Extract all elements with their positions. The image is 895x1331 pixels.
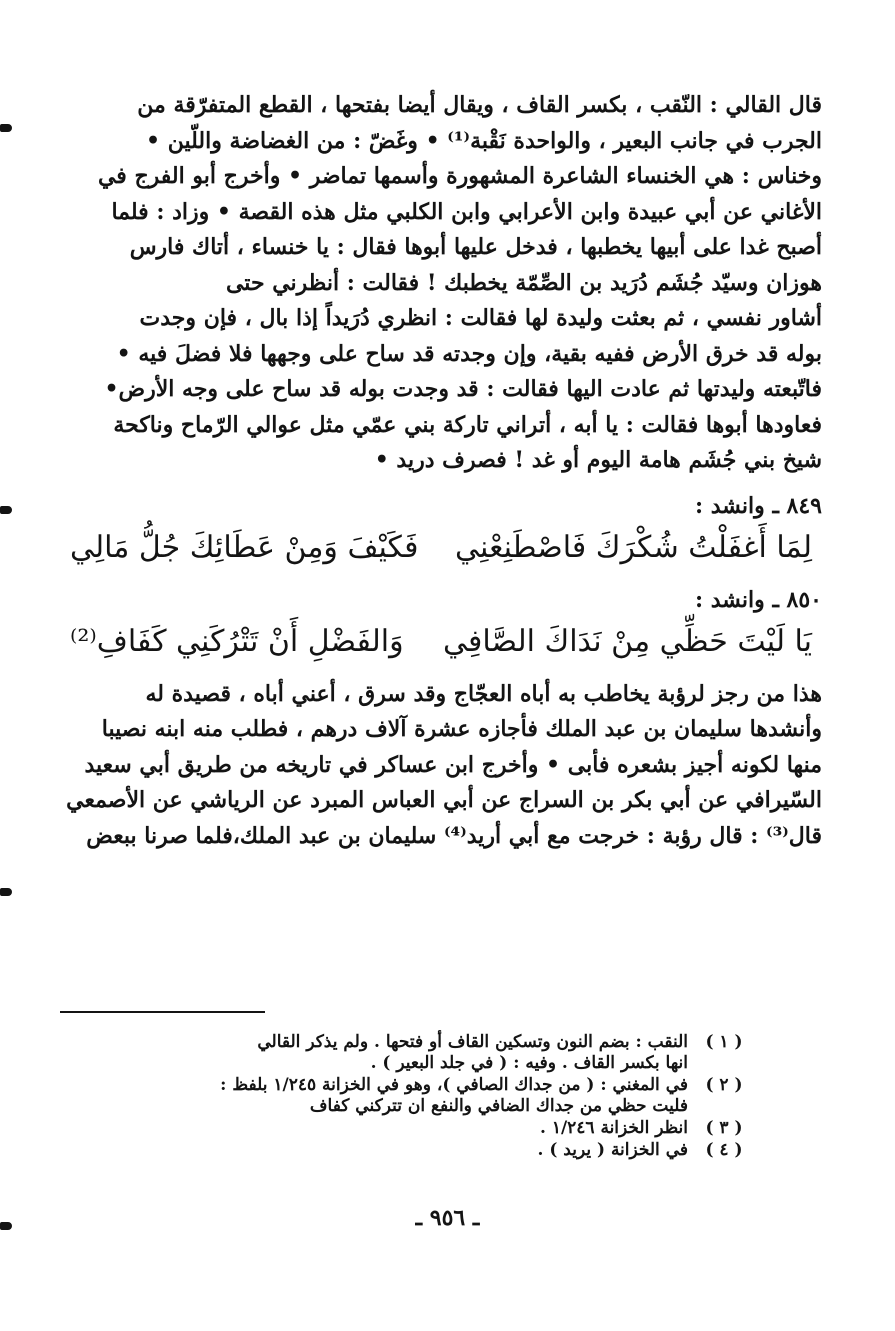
footnote: [60, 1075, 760, 1117]
text-line: أشاور نفسي ، ثم بعثت وليدة لها فقالت : انظري دُرَيداً إذا بال ، فإن وجدت: [139, 305, 822, 331]
text-line: فاتّبعته وليدتها ثم عادت اليها فقالت : قد وجدت بوله قد ساح على وجه الأرض•: [104, 376, 822, 402]
page-number: ـ ٩٥٦ ـ: [415, 1205, 480, 1231]
text-line: هذا من رجز لرؤبة يخاطب به أباه العجّاج وقد سرق ، أعني أباه ، قصيدة له: [145, 680, 822, 707]
footnote: [60, 1032, 760, 1074]
binding-mark: [0, 506, 12, 514]
verse-849-second-hemistich: فَكَيْفَ وَمِنْ عَطَائِكَ جُلُّ مَالِي: [70, 529, 419, 565]
main-paragraph: [60, 88, 822, 479]
text-line: شيخ بني جُشَم هامة اليوم أو غد ! فصرف دريد •: [374, 447, 822, 473]
commentary-paragraph: [60, 677, 822, 855]
footnote-line: انها بكسر القاف . وفيه : ( في جلد البعير ) .: [370, 1053, 688, 1073]
verse-850: [60, 617, 822, 667]
footnote-text: [60, 1075, 688, 1117]
verse-850-first-hemistich: يَا لَيْتَ حَظِّي مِنْ نَدَاكَ الصَّافِي: [442, 623, 812, 659]
footnote-number: ( ١ ): [705, 1032, 743, 1052]
footnote-text: [60, 1032, 688, 1074]
poem-heading-850: ٨٥٠ ـ وانشد :: [694, 586, 822, 613]
poem-heading-849: ٨٤٩ ـ وانشد :: [694, 492, 822, 519]
footnote-text: [60, 1140, 688, 1161]
binding-mark: [0, 124, 12, 132]
text-line: أصبح غدا على أبيها يخطبها ، فدخل عليها أبوها فقال : يا خنساء ، أتاك فارس: [129, 234, 822, 260]
footnote-line: في الخزانة ( يريد ) .: [537, 1140, 688, 1160]
text-line: السّيرافي عن أبي بكر بن السراج عن أبي العباس المبرد عن الرياشي عن الأصمعي: [66, 787, 822, 813]
text-line: منها لكونه أجيز بشعره فأبى • وأخرج ابن عساكر في تاريخه من طريق أبي سعيد: [84, 751, 822, 778]
footnote: [60, 1140, 760, 1161]
footnote-line: النقب : بضم النون وتسكين القاف أو فتحها . ولم يذكر القالي: [257, 1032, 688, 1052]
footnote-line: انظر الخزانة ١/٢٤٦ .: [539, 1118, 688, 1138]
text-line: وخناس : هي الخنساء الشاعرة المشهورة وأسمها تماضر • وأخرج أبو الفرج في: [97, 163, 822, 189]
text-line: وأنشدها سليمان بن عبد الملك فأجازه عشرة آلاف درهم ، فطلب منه ابنه نصيبا: [101, 716, 822, 742]
footnote-line: في المغني : ( من جداك الصافي )، وهو في الخزانة ١/٢٤٥ بلفظ :: [220, 1075, 688, 1095]
verse-849-first-hemistich: لِمَا أَغفَلْتُ شُكْرَكَ فَاصْطَنِعْنِي: [455, 529, 812, 565]
footnote-number: ( ٢ ): [705, 1075, 743, 1095]
text-line: الأغاني عن أبي عبيدة وابن الأعرابي وابن الكلبي مثل هذه القصة • وزاد : فلما: [111, 198, 822, 225]
text-line: الجرب في جانب البعير ، والواحدة نَقْبة⁽¹⁾ • وغَضّ : من الغضاضة واللّين •: [146, 127, 822, 154]
text-line: قال القالي : النّقب ، بكسر القاف ، ويقال أيضا بفتحها ، القطع المتفرّقة من: [137, 92, 822, 118]
text-line: هوزان وسيّد جُشَم دُرَيد بن الصِّمّة يخطبك ! فقالت : أنظرني حتى: [225, 269, 822, 296]
footnote-text: [60, 1118, 688, 1139]
text-line: قال⁽³⁾ : قال رؤبة : خرجت مع أبي أريد⁽⁴⁾ سليمان بن عبد الملك،فلما صرنا ببعض: [86, 822, 822, 849]
text-line: فعاودها أبوها فقالت : يا أبه ، أتراني تاركة بني عمّي مثل عوالي الرّماح وناكحة: [113, 411, 822, 438]
footnote: [60, 1118, 760, 1139]
verse-849: [60, 523, 822, 573]
footnote-divider: [60, 1011, 265, 1013]
footnotes: [60, 1032, 760, 1162]
verse-850-second-hemistich: وَالفَضْلِ أَنْ تَتْرُكَنِي كَفَافِ⁽²⁾: [70, 623, 404, 659]
text-line: بوله قد خرق الأرض ففيه بقية، وإن وجدته قد ساح على وجهها فلا فضلَ فيه •: [116, 340, 822, 367]
footnote-number: ( ٣ ): [705, 1118, 743, 1138]
footnote-line: فليت حظي من جداك الضافي والنفع ان تتركني كفاف: [309, 1096, 688, 1116]
footnote-number: ( ٤ ): [705, 1140, 743, 1160]
binding-mark: [0, 888, 12, 896]
binding-mark: [0, 1222, 12, 1230]
page-body: [60, 88, 822, 854]
